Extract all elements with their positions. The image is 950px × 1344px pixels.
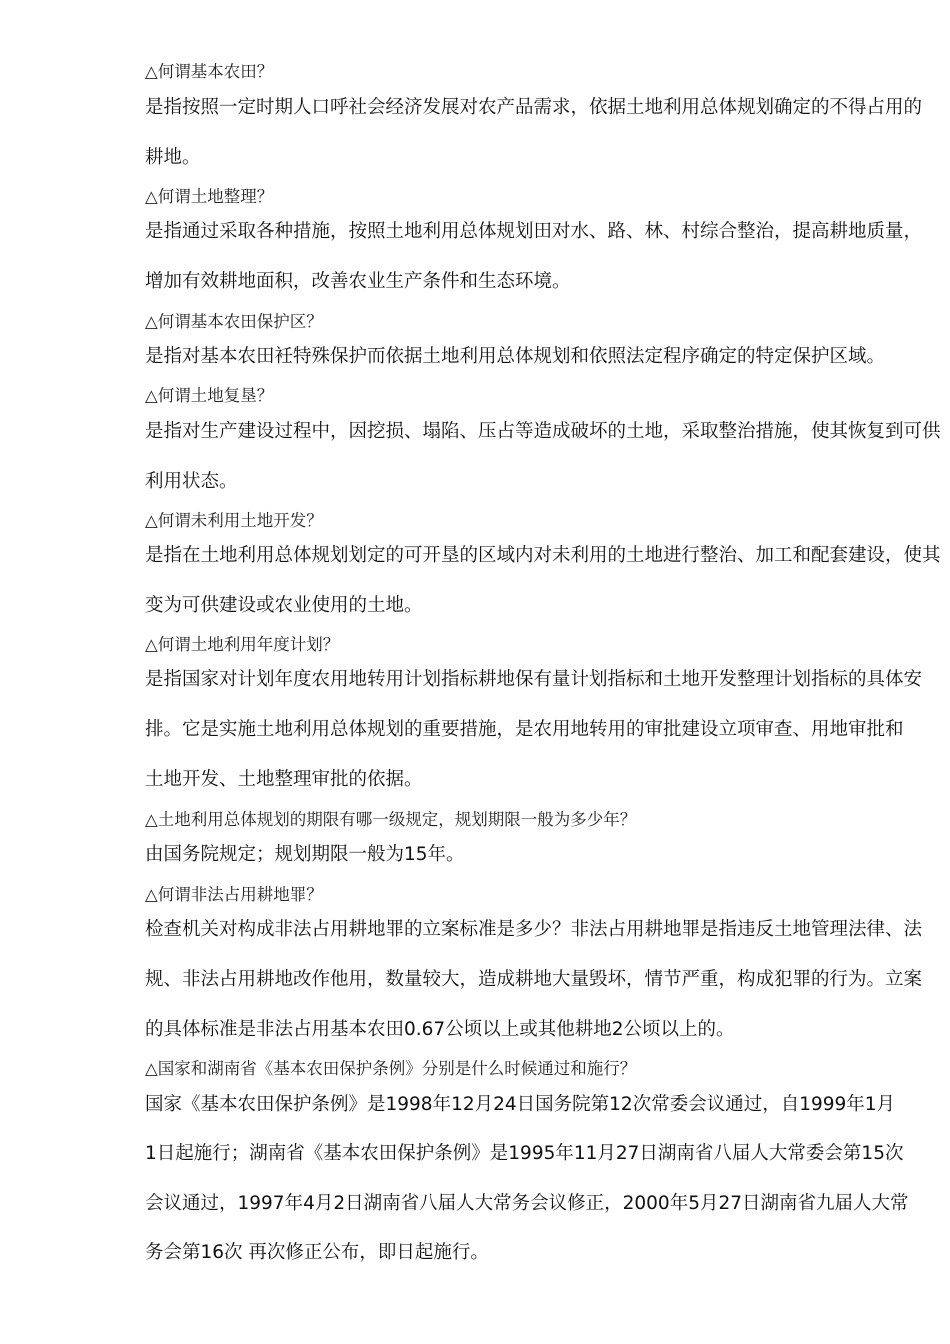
question-unused-land-development: △何谓未利用土地开发？ bbox=[145, 511, 323, 530]
answer-line: 是指在土地利用总体规划划定的可开垦的区域内对未利用的土地进行整治、加工和配套建设，使其 bbox=[145, 545, 941, 566]
answer-line: 排。它是实施土地利用总体规划的重要措施，是农用地转用的审批建设立项审查、用地审批和 bbox=[145, 719, 904, 740]
answer-line: 由国务院规定；规划期限一般为15年。 bbox=[145, 844, 465, 865]
answer-line: 耕地。 bbox=[145, 147, 201, 168]
answer-line: 是指对生产建设过程中，因挖损、塌陷、压占等造成破坏的土地，采取整治措施，使其恢复到可供 bbox=[145, 421, 941, 442]
answer-line: 的具体标准是非法占用基本农田0.67公顷以上或其他耕地2公顷以上的。 bbox=[145, 1019, 735, 1040]
question-basic-farmland: △何谓基本农田？ bbox=[145, 62, 274, 81]
answer-line: 检查机关对构成非法占用耕地罪的立案标准是多少？非法占用耕地罪是指违反土地管理法律、法 bbox=[145, 919, 923, 940]
answer-line: 土地开发、土地整理审批的依据。 bbox=[145, 769, 423, 790]
answer-line: 利用状态。 bbox=[145, 471, 238, 492]
question-planning-period: △土地利用总体规划的期限有哪一级规定，规划期限一般为多少年？ bbox=[145, 810, 637, 829]
answer-line: 国家《基本农田保护条例》是1998年12月24日国务院第12次常委会议通过，自1999年1月 bbox=[145, 1094, 896, 1115]
question-land-consolidation: △何谓土地整理？ bbox=[145, 187, 274, 206]
answer-line: 变为可供建设或农业使用的土地。 bbox=[145, 595, 423, 616]
answer-line: 是指对基本农田衽特殊保护而依据土地利用总体规划和依照法定程序确定的特定保护区域。 bbox=[145, 346, 886, 367]
question-protection-regulations-dates: △国家和湖南省《基本农田保护条例》分别是什么时候通过和施行？ bbox=[145, 1059, 637, 1078]
answer-line: 是指按照一定时期人口呼社会经济发展对农产品需求，依据土地利用总体规划确定的不得占用的 bbox=[145, 97, 923, 118]
answer-line: 是指国家对计划年度农用地转用计划指标耕地保有量计划指标和土地开发整理计划指标的具体安 bbox=[145, 669, 923, 690]
answer-line: 规、非法占用耕地改作他用，数量较大，造成耕地大量毁坏，情节严重，构成犯罪的行为。立案 bbox=[145, 969, 923, 990]
answer-line: 会议通过，1997年4月2日湖南省八届人大常务会议修正，2000年5月27日湖南省九届人大常 bbox=[145, 1193, 909, 1214]
answer-line: 1日起施行；湖南省《基本农田保护条例》是1995年11月27日湖南省八届人大常委会第15次 bbox=[145, 1143, 904, 1164]
answer-line: 务会第16次 再次修正公布，即日起施行。 bbox=[145, 1242, 489, 1263]
question-annual-land-use-plan: △何谓土地利用年度计划？ bbox=[145, 635, 340, 654]
question-land-reclamation: △何谓土地复垦？ bbox=[145, 386, 274, 405]
answer-line: 是指通过采取各种措施，按照土地利用总体规划田对水、路、林、村综合整治，提高耕地质量， bbox=[145, 221, 923, 242]
answer-line: 增加有效耕地面积，改善农业生产条件和生态环境。 bbox=[145, 271, 571, 292]
question-farmland-protection-zone: △何谓基本农田保护区？ bbox=[145, 312, 323, 331]
question-illegal-occupation-crime: △何谓非法占用耕地罪？ bbox=[145, 885, 323, 904]
